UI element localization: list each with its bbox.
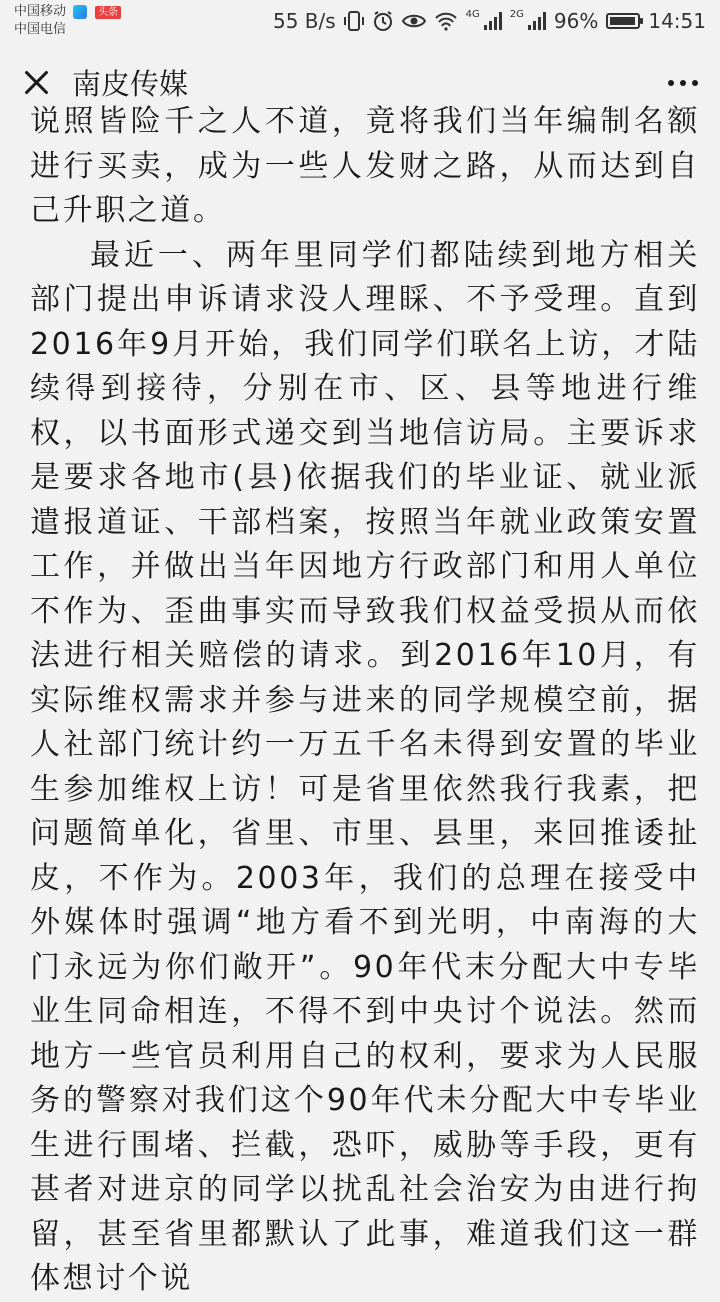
status-bar (0, 0, 720, 44)
app-notification-icon (73, 5, 87, 19)
signal-icon (484, 12, 502, 30)
signal-2-icon (528, 12, 546, 30)
status-indicators (273, 6, 706, 36)
carrier-info (14, 3, 121, 39)
news-app-icon: 头条 (95, 6, 121, 19)
wifi-icon (434, 11, 458, 31)
vibrate-icon (344, 10, 364, 32)
clock: 14:51 (648, 9, 706, 33)
article-paragraph-1: 说照皆险千之人不道，竟将我们当年编制名额进行买卖，成为一些人发财之路，从而达到自己升职之道。 (30, 104, 700, 228)
article-body[interactable] (0, 104, 720, 1296)
net-2g-label: 2G (509, 8, 524, 20)
close-icon[interactable] (18, 65, 54, 101)
battery-icon (606, 13, 640, 29)
article-paragraph-2: 最近一、两年里同学们都陆续到地方相关部门提出申诉请求没人理睬、不予受理。直到2016年9月开始，我们同学们联名上访，才陆续得到接待，分别在市、区、县等地进行维权，以书面形式递交到当地信访局。主要诉求是要求各地市(县)依据我们的毕业证、就业派遣报道证、干部档案，按照当年就业政策安置工作，并做出当年因地方行政部门和用人单位不作为、歪曲事实而导致我们权益受损从而依法进行相关赔偿的请求。到2016年10月，有实际维权需求并参与进来的同学规模空前，据人社部门统计约一万五千名未得到安置的毕业生参加维权上访！可是省里依然我行我素，把问题简单化，省里、市里、县里，来回推诿扯皮，不作为。2003年，我们的总理在接受中外媒体时强调“地方看不到光明，中南海的大门永远为你们敞开”。90年代末分配大中专毕业生同命相连，不得不到中央讨个说法。然而地方一些官员利用自己的权利，要求为人民服务的警察对我们这个90年代未分配大中专毕业生进行围堵、拦截，恐吓，威胁等手段，更有甚者对进京的同学以扰乱社会治安为由进行拘留，甚至省里都默认了此事，难道我们这一群体想讨个说 (30, 237, 700, 1296)
page-title: 南皮传媒 (72, 67, 189, 101)
eye-icon (402, 12, 426, 30)
alarm-icon (372, 10, 394, 32)
net-speed: 55 B/s (272, 9, 336, 33)
net-4g-label: 4G (465, 8, 480, 20)
more-icon[interactable] (668, 80, 698, 86)
battery-fill (610, 17, 635, 25)
battery-percent: 96% (553, 9, 599, 33)
carrier-1-label: 中国移动 (14, 4, 67, 19)
carrier-2-label: 中国电信 (14, 22, 67, 37)
